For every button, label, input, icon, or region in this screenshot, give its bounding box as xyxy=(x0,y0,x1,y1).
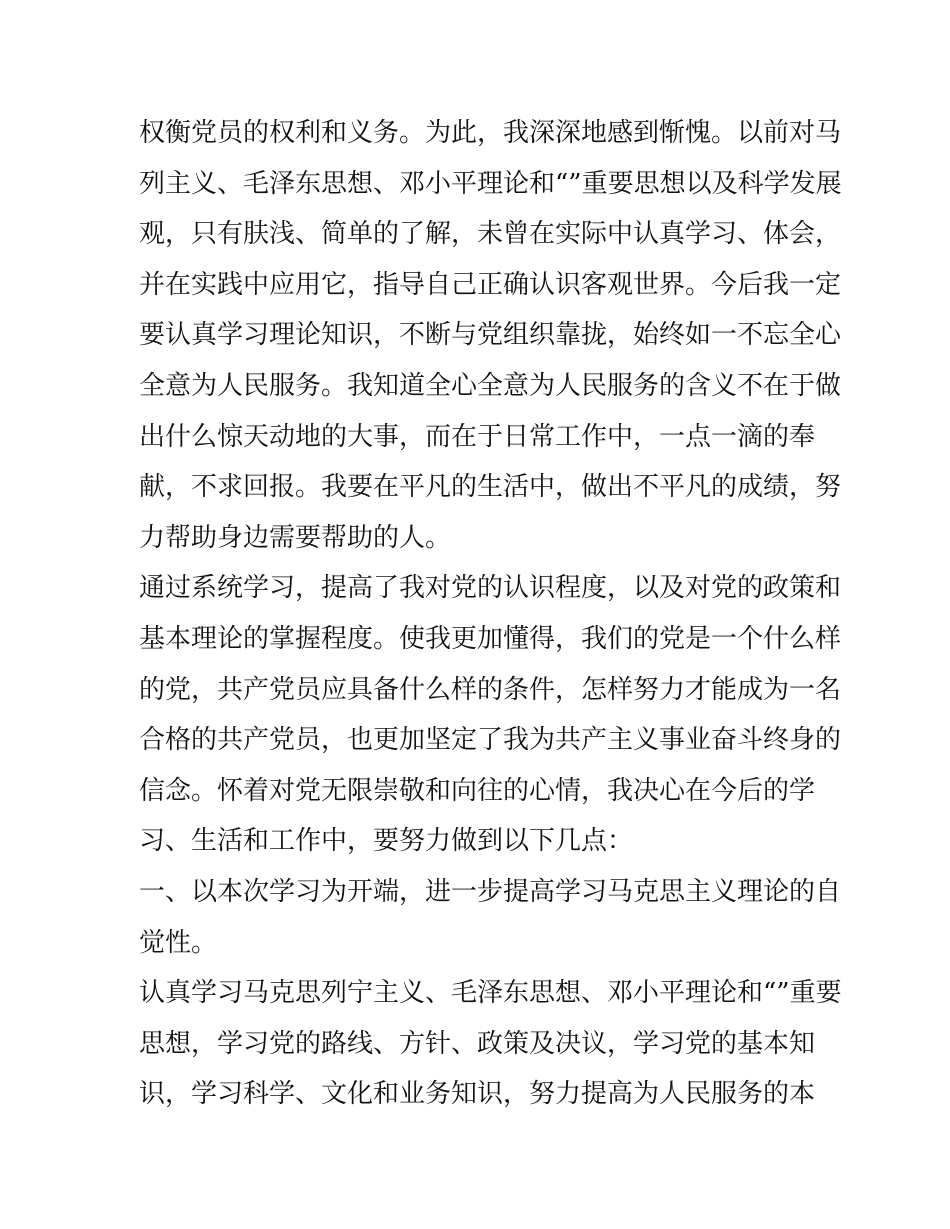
text-line: 习、生活和工作中，要努力做到以下几点： xyxy=(139,826,634,857)
text-line: 认真学习马克思列宁主义、毛泽东思想、邓小平理论和“”重要 xyxy=(139,978,842,1009)
text-line: 信念。怀着对党无限崇敬和向往的心情，我决心在今后的学 xyxy=(139,775,816,806)
text-line: 通过系统学习，提高了我对党的认识程度，以及对党的政策和 xyxy=(139,573,842,604)
text-line: 权衡党员的权利和义务。为此，我深深地感到惭愧。以前对马 xyxy=(139,118,842,148)
text-line: 要认真学习理论知识，不断与党组织靠拢，始终如一不忘全心 xyxy=(139,320,842,351)
text-line: 的党，共产党员应具备什么样的条件，怎样努力才能成为一名 xyxy=(139,674,842,705)
text-line: 基本理论的掌握程度。使我更加懂得，我们的党是一个什么样 xyxy=(139,623,842,654)
document-body xyxy=(139,108,842,1120)
text-line: 力帮助身边需要帮助的人。 xyxy=(139,522,452,553)
text-line: 列主义、毛泽东思想、邓小平理论和“”重要思想以及科学发展 xyxy=(139,168,842,199)
text-line: 一、以本次学习为开端，进一步提高学习马克思主义理论的自 xyxy=(139,876,842,907)
text-line: 全意为人民服务。我知道全心全意为人民服务的含义不在于做 xyxy=(139,370,842,401)
text-line: 思想，学习党的路线、方针、政策及决议，学习党的基本知 xyxy=(139,1028,816,1059)
text-line: 出什么惊天动地的大事，而在于日常工作中，一点一滴的奉 xyxy=(139,421,816,452)
text-line: 合格的共产党员，也更加坚定了我为共产主义事业奋斗终身的 xyxy=(139,725,842,756)
text-line: 献，不求回报。我要在平凡的生活中，做出不平凡的成绩，努 xyxy=(139,472,842,503)
text-line: 并在实践中应用它，指导自己正确认识客观世界。今后我一定 xyxy=(139,269,842,300)
text-line: 觉性。 xyxy=(139,927,218,958)
text-line: 识，学习科学、文化和业务知识，努力提高为人民服务的本 xyxy=(139,1079,816,1110)
text-line: 观，只有肤浅、简单的了解，未曾在实际中认真学习、体会， xyxy=(139,219,842,250)
